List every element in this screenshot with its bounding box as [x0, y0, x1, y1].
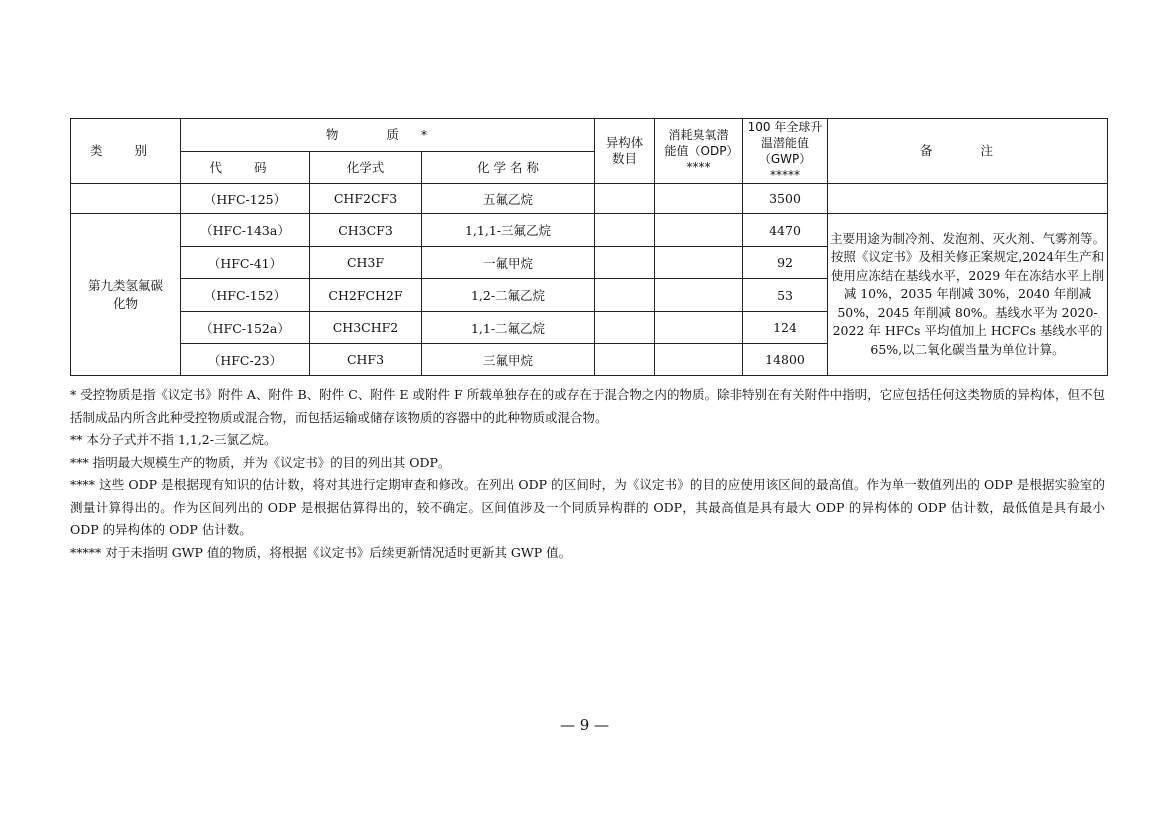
header-code: 代 码	[181, 152, 310, 184]
category-cell	[71, 184, 181, 214]
odp-cell	[655, 247, 743, 279]
code-cell: （HFC-152）	[181, 279, 310, 312]
odp-cell	[655, 279, 743, 312]
header-remarks: 备 注	[828, 119, 1108, 184]
code-cell: （HFC-41）	[181, 247, 310, 279]
name-cell: 1,1-二氟乙烷	[422, 312, 595, 344]
formula-cell: CH2FCH2F	[310, 279, 422, 312]
code-cell: （HFC-23）	[181, 344, 310, 376]
page-number: — 9 —	[559, 716, 610, 734]
isomers-cell	[595, 214, 655, 247]
footnotes	[70, 384, 1105, 564]
name-cell: 三氟甲烷	[422, 344, 595, 376]
name-cell: 1,1,1-三氟乙烷	[422, 214, 595, 247]
isomers-cell	[595, 184, 655, 214]
code-cell: （HFC-152a）	[181, 312, 310, 344]
isomers-cell	[595, 279, 655, 312]
header-formula: 化学式	[310, 152, 422, 184]
formula-cell: CH3F	[310, 247, 422, 279]
isomers-cell	[595, 344, 655, 376]
formula-cell: CHF3	[310, 344, 422, 376]
name-cell: 1,2-二氟乙烷	[422, 279, 595, 312]
header-gwp: 100 年全球升温潜能值（GWP）*****	[743, 119, 828, 184]
formula-cell: CH3CHF2	[310, 312, 422, 344]
code-cell: （HFC-143a）	[181, 214, 310, 247]
table-row	[71, 214, 1108, 247]
gwp-cell: 14800	[743, 344, 828, 376]
footnote: **** 这些 ODP 是根据现有知识的估计数，将对其进行定期审查和修改。在列出 ODP 的区间时，为《议定书》的目的应使用该区间的最高值。作为单一数值列出的 ODP 是根据实验室的测量计算得出的。作为区间列出的 ODP 是根据估算得出的，较不确定。区间值涉及一个同质异构群的 ODP，其最高值是具有最大 ODP 的异构体的 ODP 估计数，最低值是具有最小 ODP 的异构体的 ODP 估计数。	[70, 477, 1105, 537]
footnote: ** 本分子式并不指 1,1,2-三氯乙烷。	[70, 432, 277, 447]
odp-cell	[655, 344, 743, 376]
header-chem-name: 化 学 名 称	[422, 152, 595, 184]
gwp-cell: 92	[743, 247, 828, 279]
gwp-cell: 124	[743, 312, 828, 344]
gwp-cell: 3500	[743, 184, 828, 214]
header-substance: 物 质*	[181, 119, 595, 152]
header-isomers: 异构体数目	[595, 119, 655, 184]
remark-hfc: 主要用途为制冷剂、发泡剂、灭火剂、气雾剂等。按照《议定书》及相关修正案规定,2024年生产和使用应冻结在基线水平，2029 年在冻结水平上削减 10%，2035 年削减 30%，2040 年削减 50%，2045 年削减 80%。基线水平为 2020-2022 年 HFCs 平均值加上 HCFCs 基线水平的 65%,以二氧化碳当量为单位计算。	[828, 214, 1108, 376]
header-odp: 消耗臭氧潜能值（ODP）****	[655, 119, 743, 184]
footnote: ***** 对于未指明 GWP 值的物质，将根据《议定书》后续更新情况适时更新其 GWP 值。	[70, 544, 572, 560]
formula-cell: CHF2CF3	[310, 184, 422, 214]
table-row	[71, 184, 1108, 214]
formula-cell: CH3CF3	[310, 214, 422, 247]
gwp-cell: 53	[743, 279, 828, 312]
substances-table	[70, 118, 1108, 376]
footnote: * 受控物质是指《议定书》附件 A、附件 B、附件 C、附件 E 或附件 F 所载单独存在的或存在于混合物之内的物质。除非特别在有关附件中指明，它应包括任何这类物质的异构体，但不包括制成品内所含此种受控物质或混合物，而包括运输或储存该物质的容器中的此种物质或混合物。	[70, 387, 1105, 425]
header-category: 类 别	[71, 119, 181, 184]
odp-cell	[655, 184, 743, 214]
odp-cell	[655, 312, 743, 344]
remark-cell	[828, 184, 1108, 214]
odp-cell	[655, 214, 743, 247]
isomers-cell	[595, 312, 655, 344]
name-cell: 一氟甲烷	[422, 247, 595, 279]
name-cell: 五氟乙烷	[422, 184, 595, 214]
gwp-cell: 4470	[743, 214, 828, 247]
footnote: *** 指明最大规模生产的物质，并为《议定书》的目的列出其 ODP。	[70, 454, 451, 470]
isomers-cell	[595, 247, 655, 279]
code-cell: （HFC-125）	[181, 184, 310, 214]
category-cell: 第九类氢氟碳化物	[71, 214, 181, 376]
